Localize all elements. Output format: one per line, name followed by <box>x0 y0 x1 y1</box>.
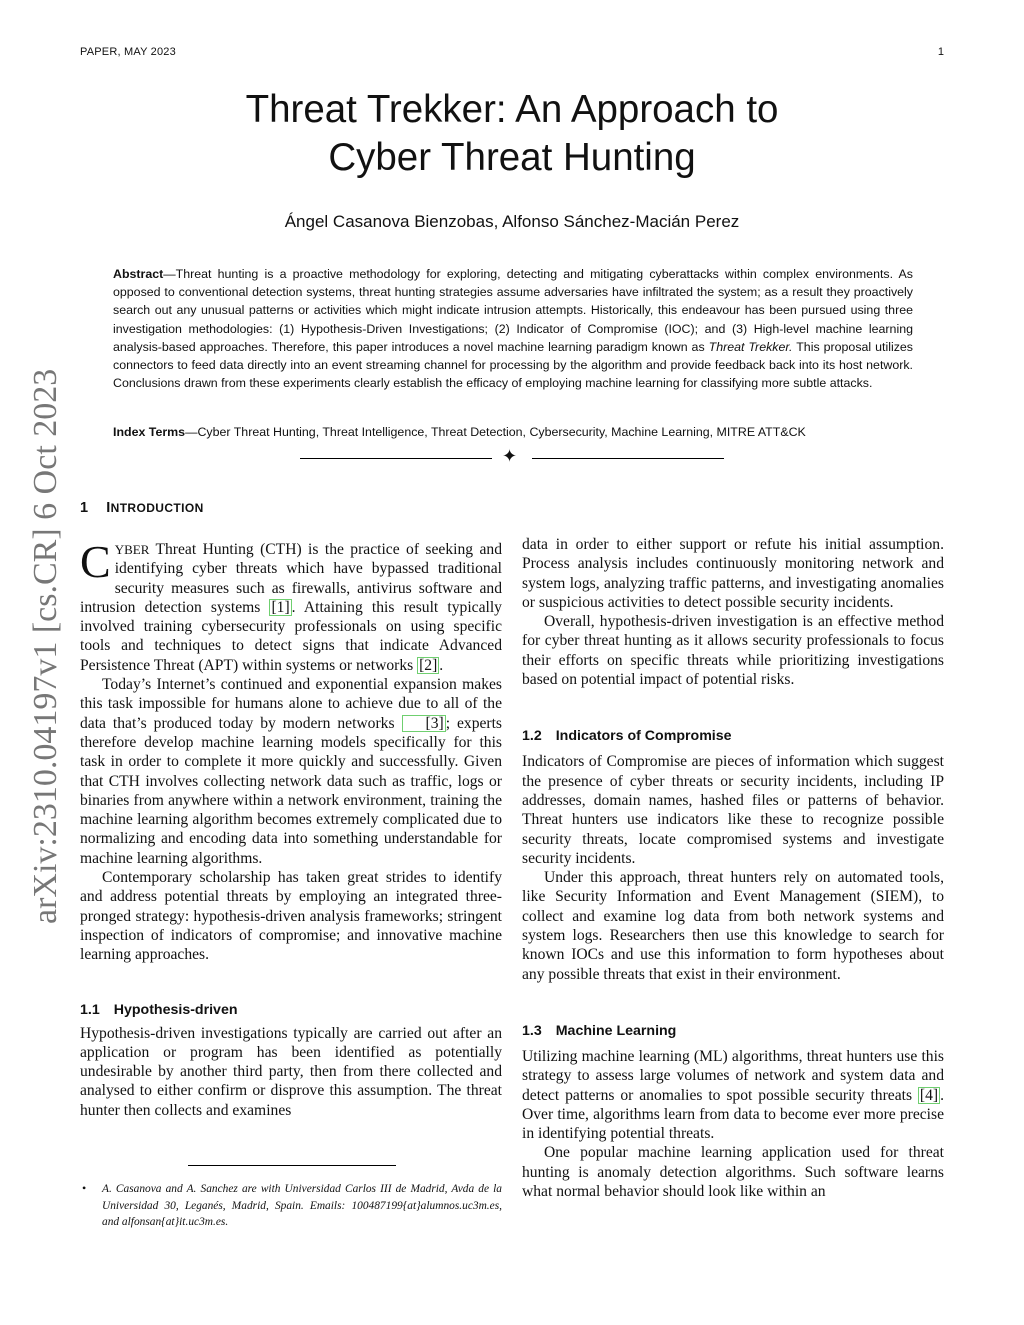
abstract-label: Abstract <box>113 267 164 281</box>
ml-p1-b: . Over time, algorithms learn from data to become ever more precise in identifying potential threats. <box>522 1086 944 1143</box>
arxiv-side-stamp <box>24 368 64 928</box>
title-line-2: Cyber Threat Hunting <box>328 136 696 179</box>
right-column <box>522 535 944 1201</box>
section-1-1-heading <box>80 1002 502 1018</box>
section-divider <box>300 446 724 466</box>
ml-p1-a: Utilizing machine learning (ML) algorithms, threat hunters use this strategy to assess large volumes of network and system data and detect patterns or anomalies to spot possible security threats <box>522 1047 944 1104</box>
index-terms-label: Index Terms <box>113 425 186 439</box>
intro-p1-a: Threat Hunting (CTH) is the practice of seeking and identifying cyber threats which have bypassed traditional security measures such as firewalls, antivirus software and intrusion detection systems <box>80 541 502 616</box>
page-number: 1 <box>937 46 944 58</box>
divider-line-right <box>532 458 724 459</box>
section-1-number: 1 <box>80 500 89 516</box>
section-1-2-title: Indicators of Compromise <box>555 728 732 745</box>
authors: Ángel Casanova Bienzobas, Alfonso Sánchez-Macián Perez <box>284 212 740 231</box>
index-terms <box>113 423 913 441</box>
footnote-bullet: • <box>82 1181 87 1195</box>
paper-title <box>112 86 912 182</box>
section-1-heading <box>80 500 502 516</box>
title-line-1: Threat Trekker: An Approach to <box>245 88 779 131</box>
section-1-title-first: I <box>106 500 111 516</box>
section-1-2-heading <box>522 728 944 744</box>
hypothesis-paragraph-1-cont: data in order to either support or refute his initial assumption. Process analysis includes continuously monitoring network and system logs, analyzing traffic patterns, and investigating anomalies or suspicious activities to detect possible security incidents. <box>522 536 944 611</box>
citation-link[interactable]: [3] <box>402 715 446 732</box>
ioc-paragraph-1: Indicators of Compromise are pieces of information which suggest the presence of cyber threats or security incidents, including IP addresses, domain names, hashed files or patterns of behavior. Threat hunters use indicators like these to recognize possible security threats, locate compromised systems and investigate security incidents. <box>522 753 944 867</box>
index-terms-text: —Cyber Threat Hunting, Threat Intelligence, Threat Detection, Cybersecurity, Machine Learning, MITRE ATT&CK <box>185 425 806 439</box>
intro-paragraph-2 <box>80 675 502 868</box>
hypothesis-paragraph-1: Hypothesis-driven investigations typically are carried out after an application or program has been identified as potentially undesirable by another third party, then from there collected and analysed to either confirm or disprove this assumption. The threat hunter then collects and examines <box>80 1024 502 1119</box>
dropcap-letter: C <box>80 536 111 587</box>
section-1-1-title: Hypothesis-driven <box>113 1001 238 1018</box>
intro-p2-a: Today’s Internet’s continued and exponential expansion makes this task impossible for humans alone to achieve due to all of the data that’s produced today by modern networks <box>80 676 502 732</box>
section-1-3-title: Machine Learning <box>555 1022 677 1039</box>
abstract-text-b: This proposal utilizes connectors to feed data directly into an event streaming channel for processing by the algorithm and provide feedback back into its host network. Conclusions drawn from these experiments clearly establish the efficacy of employing machine learning for classifying more subtle attacks. <box>113 339 914 391</box>
abstract-text-a: —Threat hunting is a proactive methodology for exploring, detecting and mitigating cyberattacks within complex environments. As opposed to conventional detection systems, threat hunting strategies assume adversaries have infiltrated the system; as a result they proactively search out any unusual patterns or activities which might indicate intrusion attempts. Historically, this endeavour has been pursued using three investigation methodologies: (1) Hypothesis-Driven Investigations; (2) Indicator of Compromise (IOC); and (3) High-level machine learning analysis-based approaches. Therefore, this paper introduces a novel machine learning paradigm known as <box>113 267 913 354</box>
section-1-title-rest: NTRODUCTION <box>110 501 204 515</box>
citation-link[interactable]: [1] <box>271 598 290 616</box>
hypothesis-paragraph-2: Overall, hypothesis-driven investigation is an effective method for cyber threat hunting as it allows security professionals to focus their efforts on specific threats while prioritizing investigations based on potential impact of potential risks. <box>522 613 944 689</box>
section-1-1-number: 1.1 <box>80 1001 100 1018</box>
ml-paragraph-2: One popular machine learning application used for threat hunting is anomaly detection algorithms. Such software learns what normal behavior should look like within an <box>522 1144 944 1201</box>
section-1-2-number: 1.2 <box>522 728 542 745</box>
intro-paragraph-3: Contemporary scholarship has taken great strides to identify and address potential threats by employing an integrated three-pronged strategy: hypothesis-driven analysis frameworks; stringent inspection of indicators of compromise; and innovative machine learning approaches. <box>80 869 502 964</box>
section-1-3-heading <box>522 1023 944 1039</box>
dropcap-smallcaps: YBER <box>114 542 150 557</box>
citation-link[interactable]: [2] <box>419 656 438 674</box>
abstract <box>113 265 913 392</box>
intro-p1-c: . <box>439 656 444 674</box>
footnote <box>80 1181 502 1231</box>
running-header: PAPER, MAY 2023 <box>80 46 176 58</box>
footnote-rule <box>188 1165 396 1166</box>
section-1-3-number: 1.3 <box>522 1022 542 1039</box>
ml-paragraph-1 <box>522 1047 944 1143</box>
divider-line-left <box>300 458 492 459</box>
footnote-text: A. Casanova and A. Sanchez are with Universidad Carlos III de Madrid, Avda de la Universidad 30, Leganés, Madrid, Spain. Emails: 100487199{at}alumnos.uc3m.es, and alfonsan{at}it.uc3m.es. <box>102 1183 502 1228</box>
ioc-paragraph-2: Under this approach, threat hunters rely on automated tools, like Security Information and Event Management (SIEM), to collect and examine log data from both network systems and system logs. Researchers then use this knowledge to search for known IOCs and use this information to form hypotheses about any possible threats that exist in their environment. <box>522 869 944 983</box>
left-column <box>80 500 502 1120</box>
intro-p1-b: . Attaining this result typically involved training cybersecurity professionals on using specific tools and techniques to detect signs that indicate Advanced Persistence Threat (APT) within systems or networks <box>80 598 502 674</box>
citation-link[interactable]: [4] <box>919 1086 939 1104</box>
intro-paragraph-1 <box>80 536 502 675</box>
abstract-emph: Threat Trekker. <box>708 339 793 354</box>
divider-star-icon: ✦ <box>502 446 518 466</box>
arxiv-id-text: arXiv:2310.04197v1 [cs.CR] 6 Oct 2023 <box>27 368 64 924</box>
intro-p2-b: ; experts therefore develop machine learning models specifically for this task in order to complete it more quickly and successfully. Given that CTH involves collecting network data such as traffic, logs or binaries from anywhere within a network environment, training the machine learning algorithm becomes extremely complicated due to normalizing and encoding data into something understandable for machine learning algorithms. <box>80 714 503 867</box>
